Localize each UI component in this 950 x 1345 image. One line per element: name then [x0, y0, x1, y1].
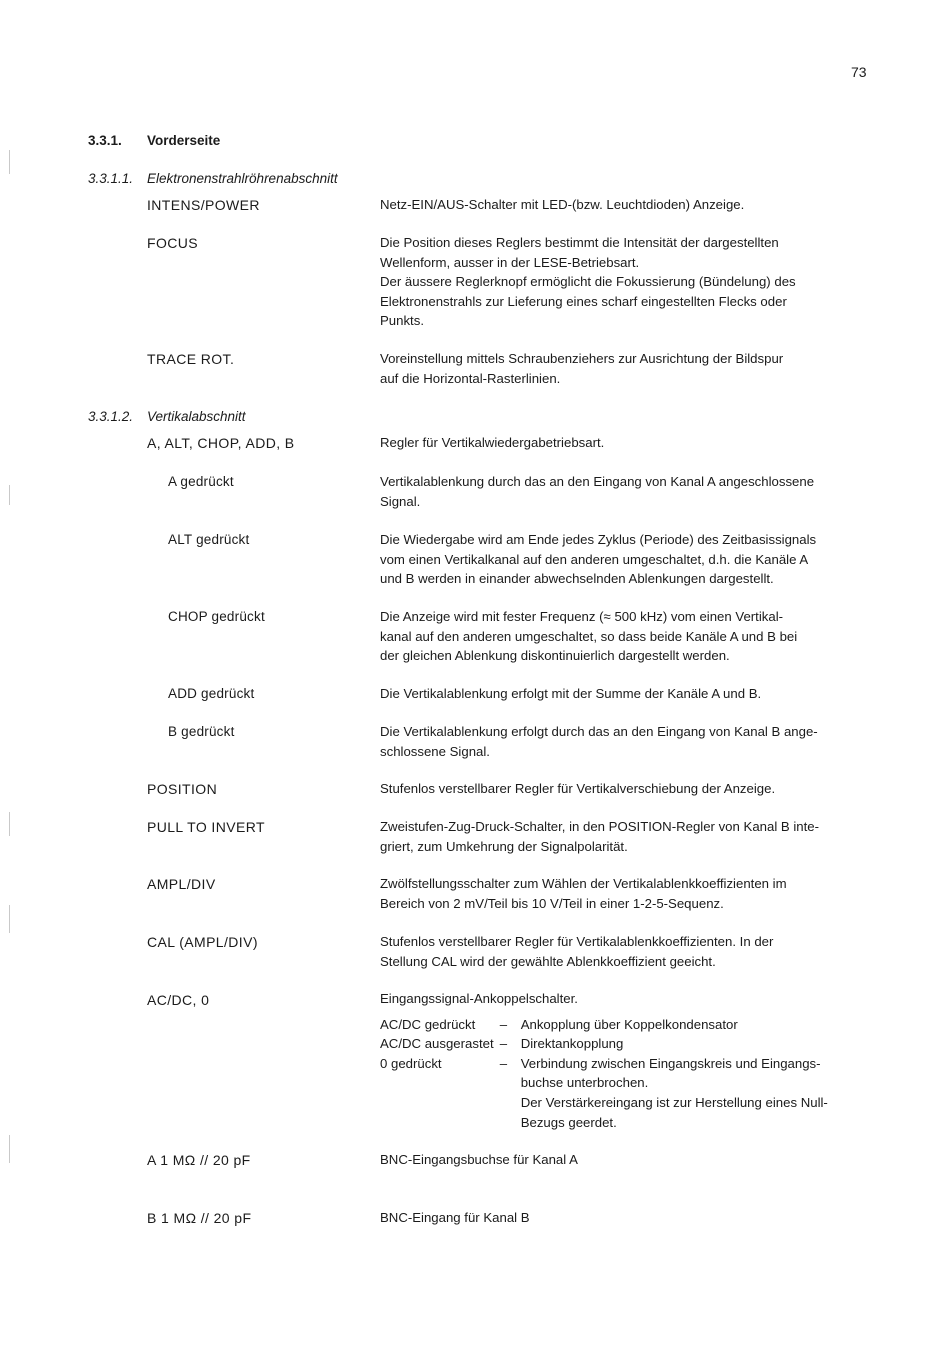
- desc-line: Regler für Vertikalwiedergabetriebsart.: [380, 435, 605, 450]
- desc-add-pressed: [380, 684, 870, 704]
- desc-line: schlossene Signal.: [380, 743, 490, 759]
- desc-line: Stellung CAL wird der gewählte Ablenkkoeffizient geeicht.: [380, 953, 716, 969]
- desc-position: [380, 779, 870, 799]
- acdc-value-line: Ankopplung über Koppelkondensator: [520, 1016, 738, 1032]
- desc-a-pressed: [380, 472, 870, 511]
- desc-alt-pressed: [380, 530, 870, 589]
- desc-line: Punkts.: [380, 313, 424, 329]
- acdc-value-line: Bezugs geerdet.: [520, 1114, 617, 1130]
- desc-line: Netz-EIN/AUS-Schalter mit LED-(bzw. Leuchtdioden) Anzeige.: [380, 197, 745, 212]
- section-number: 3.3.1.: [88, 133, 122, 148]
- desc-line: BNC-Eingang für Kanal B: [380, 1210, 530, 1225]
- acdc-option-row: [380, 1015, 870, 1035]
- desc-line: BNC-Eingangsbuchse für Kanal A: [380, 1152, 578, 1167]
- term-acdc-0: AC/DC, 0: [147, 992, 210, 1008]
- acdc-option-value: [521, 1054, 870, 1132]
- term-input-a: A 1 MΩ // 20 pF: [147, 1152, 251, 1168]
- desc-line: vom einen Vertikalkanal auf den anderen umgeschaltet, d.h. die Kanäle A: [380, 551, 809, 567]
- desc-ampl-div: [380, 874, 870, 913]
- term-ampl-div: AMPL/DIV: [147, 876, 216, 892]
- desc-line: der gleichen Ablenkung diskontinuierlich dargestellt werden.: [380, 648, 730, 664]
- acdc-option-dash: –: [499, 1055, 508, 1071]
- acdc-option-value: [521, 1034, 870, 1054]
- desc-chop-pressed: [380, 607, 870, 666]
- acdc-option-dash: –: [499, 1036, 508, 1052]
- desc-line: Die Vertikalablenkung erfolgt durch das an den Eingang von Kanal B ange-: [380, 724, 818, 739]
- desc-line: Die Vertikalablenkung erfolgt mit der Summe der Kanäle A und B.: [380, 686, 762, 701]
- acdc-option-key: AC/DC ausgerastet: [380, 1036, 494, 1052]
- desc-line: Die Anzeige wird mit fester Frequenz (≈ 500 kHz) vom einen Vertikal-: [380, 609, 784, 624]
- desc-line: Elektronenstrahls zur Lieferung eines scharf eingestellten Flecks oder: [380, 293, 787, 309]
- subsection-number: 3.3.1.2.: [88, 409, 134, 424]
- page-number: 73: [851, 64, 867, 80]
- term-position: POSITION: [147, 781, 218, 797]
- term-focus: FOCUS: [147, 235, 198, 251]
- desc-line: griert, zum Umkehrung der Signalpolarität.: [380, 838, 628, 854]
- term-trace-rot: TRACE ROT.: [147, 351, 235, 367]
- desc-line: Vertikalablenkung durch das an den Eingang von Kanal A angeschlossene: [380, 474, 815, 489]
- desc-input-b: [380, 1208, 870, 1228]
- scan-margin-marks: [0, 0, 16, 1345]
- acdc-value-line: buchse unterbrochen.: [520, 1075, 649, 1091]
- subsection-number: 3.3.1.1.: [88, 171, 134, 186]
- term-input-b: B 1 MΩ // 20 pF: [147, 1210, 252, 1226]
- term-b-pressed: B gedrückt: [168, 724, 235, 739]
- term-pull-to-invert: PULL TO INVERT: [147, 819, 265, 835]
- desc-line: Stufenlos verstellbarer Regler für Vertikalverschiebung der Anzeige.: [380, 781, 776, 796]
- term-add-pressed: ADD gedrückt: [168, 686, 255, 701]
- desc-acdc-0: [380, 989, 870, 1132]
- term-a-pressed: A gedrückt: [168, 474, 234, 489]
- desc-cal-ampl-div: [380, 932, 870, 971]
- desc-b-pressed: [380, 722, 870, 761]
- desc-line: Die Wiedergabe wird am Ende jedes Zyklus (Periode) des Zeitbasissignals: [380, 532, 817, 547]
- acdc-value-line: Verbindung zwischen Eingangskreis und Eingangs-: [520, 1055, 821, 1071]
- subsection-title: Vertikalabschnitt: [147, 409, 246, 424]
- acdc-value-line: Der Verstärkereingang ist zur Herstellung eines Null-: [520, 1094, 828, 1110]
- term-cal-ampl-div: CAL (AMPL/DIV): [147, 934, 258, 950]
- desc-mode-selector: [380, 433, 870, 453]
- acdc-value-line: Direktankopplung: [520, 1036, 624, 1052]
- term-mode-selector: A, ALT, CHOP, ADD, B: [147, 435, 295, 451]
- desc-input-a: [380, 1150, 870, 1170]
- desc-focus: [380, 233, 870, 331]
- term-alt-pressed: ALT gedrückt: [168, 532, 250, 547]
- desc-pull-to-invert: [380, 817, 870, 856]
- desc-line: Bereich von 2 mV/Teil bis 10 V/Teil in einer 1-2-5-Sequenz.: [380, 895, 724, 911]
- acdc-option-key: 0 gedrückt: [380, 1055, 442, 1071]
- acdc-option-dash: –: [499, 1016, 508, 1032]
- desc-line: Der äussere Reglerknopf ermöglicht die Fokussierung (Bündelung) des: [380, 274, 796, 290]
- acdc-options-table: [380, 1015, 870, 1133]
- term-intens-power: INTENS/POWER: [147, 197, 260, 213]
- desc-line: Signal.: [380, 493, 421, 509]
- acdc-option-key: AC/DC gedrückt: [380, 1016, 476, 1032]
- acdc-option-row: [380, 1054, 870, 1132]
- desc-line: Zweistufen-Zug-Druck-Schalter, in den POSITION-Regler von Kanal B inte-: [380, 819, 820, 834]
- acdc-option-value: [521, 1015, 870, 1035]
- acdc-option-row: [380, 1034, 870, 1054]
- term-chop-pressed: CHOP gedrückt: [168, 609, 265, 624]
- desc-line: kanal auf den anderen umgeschaltet, so dass beide Kanäle A und B bei: [380, 628, 798, 644]
- desc-line: auf die Horizontal-Rasterlinien.: [380, 370, 561, 386]
- desc-line: Voreinstellung mittels Schraubenziehers zur Ausrichtung der Bildspur: [380, 351, 784, 366]
- desc-intens-power: [380, 195, 870, 215]
- desc-line: Eingangssignal-Ankoppelschalter.: [380, 991, 578, 1006]
- desc-line: Die Position dieses Reglers bestimmt die Intensität der dargestellten: [380, 235, 779, 250]
- desc-line: Wellenform, ausser in der LESE-Betriebsart.: [380, 254, 640, 270]
- desc-line: und B werden in einander abwechselnden Ablenkungen dargestellt.: [380, 571, 774, 587]
- section-title: Vorderseite: [147, 133, 221, 148]
- desc-line: Zwölfstellungsschalter zum Wählen der Vertikalablenkkoeffizienten im: [380, 876, 787, 891]
- subsection-title: Elektronenstrahlröhrenabschnitt: [147, 171, 338, 186]
- desc-line: Stufenlos verstellbarer Regler für Vertikalablenkkoeffizienten. In der: [380, 934, 774, 949]
- desc-trace-rot: [380, 349, 870, 388]
